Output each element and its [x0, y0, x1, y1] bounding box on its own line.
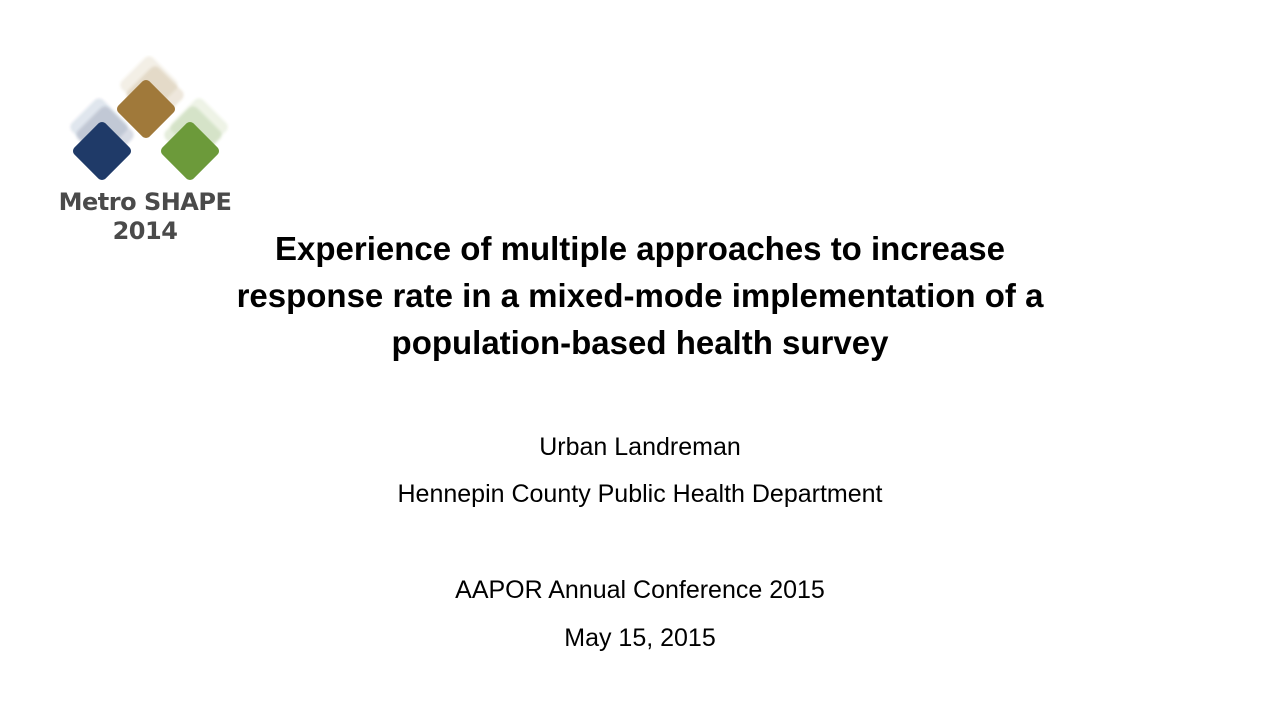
title-line-2: response rate in a mixed-mode implementation of a — [236, 277, 1044, 314]
presentation-date: May 15, 2015 — [564, 624, 716, 652]
logo-name: Metro SHAPE — [58, 188, 232, 216]
conference-name: AAPOR Annual Conference 2015 — [455, 576, 825, 604]
organization-name: Hennepin County Public Health Department — [397, 480, 883, 508]
metro-shape-logo — [55, 55, 240, 250]
diamond-logo-icon — [55, 55, 235, 190]
author-name: Urban Landreman — [539, 433, 741, 461]
logo-year: 2014 — [112, 217, 178, 245]
slide-title — [150, 225, 1130, 366]
title-line-1: Experience of multiple approaches to increase — [275, 230, 1005, 267]
title-line-3: population-based health survey — [391, 324, 889, 361]
